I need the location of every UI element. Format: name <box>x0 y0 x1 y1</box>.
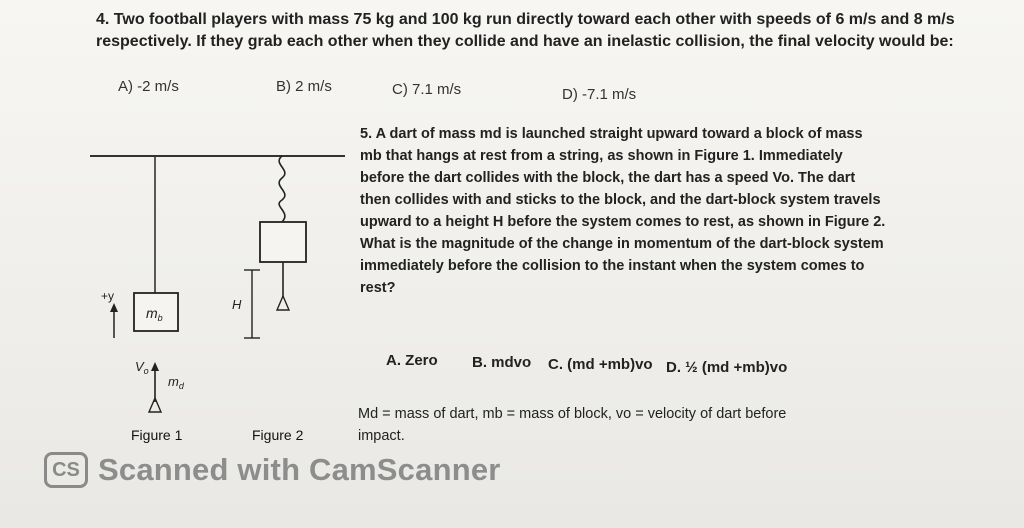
q5-line-6: What is the magnitude of the change in momentum of the dart-block system <box>360 236 884 252</box>
q5-line-5: upward to a height H before the system comes to rest, as shown in Figure 2. <box>360 214 886 230</box>
plus-y-arrowhead <box>110 303 118 312</box>
plus-y-label: +y <box>101 289 115 303</box>
figure1-caption: Figure 1 <box>131 427 183 443</box>
figure2-caption: Figure 2 <box>252 427 304 443</box>
block-mass-label: $m_b$ <box>146 305 163 323</box>
q4-line-1: 4. Two football players with mass 75 kg and 100 kg run directly toward each other with speeds of 6 m/s and 8 m/s <box>96 11 955 28</box>
camscanner-logo-icon: CS <box>44 452 88 488</box>
q5-answer-a: A. Zero <box>386 352 438 369</box>
figure2-dart-fins <box>277 296 289 310</box>
q5-line-8: rest? <box>360 280 396 296</box>
height-label: H <box>232 297 242 312</box>
figure2-block <box>260 222 306 262</box>
q5-line-2: mb that hangs at rest from a string, as shown in Figure 1. Immediately <box>360 148 843 164</box>
q4-option-b: B) 2 m/s <box>276 78 332 95</box>
camscanner-text: Scanned with CamScanner <box>98 452 501 487</box>
figure2-coiled-string <box>279 156 285 222</box>
camscanner-watermark <box>44 452 501 488</box>
q5-answer-b: B. mdvo <box>472 354 532 371</box>
dart-mass-label: $m_d$ <box>168 374 184 391</box>
figure1-dart-tip <box>151 362 159 371</box>
dart-speed-label: $V_o$ <box>135 359 149 376</box>
q5-answer-c: C. (md +mb)vo <box>548 356 653 373</box>
q5-line-7: immediately before the collision to the instant when the system comes to <box>360 258 865 274</box>
q4-option-d: D) -7.1 m/s <box>562 86 637 103</box>
q5-line-3: before the dart collides with the block, the dart has a speed Vo. The dart <box>360 170 856 186</box>
q5-line-1: 5. A dart of mass md is launched straight upward toward a block of mass <box>360 126 863 142</box>
physics-figures <box>0 140 350 470</box>
q4-option-a: A) -2 m/s <box>118 78 179 95</box>
q5-definition-line-1: Md = mass of dart, mb = mass of block, vo = velocity of dart before <box>358 406 787 422</box>
q5-answer-d: D. ½ (md +mb)vo <box>666 359 788 376</box>
q4-line-2: respectively. If they grab each other when they collide and have an inelastic collision, the final velocity would be: <box>96 33 954 50</box>
q5-definition-line-2: impact. <box>358 428 405 444</box>
q5-line-4: then collides with and sticks to the block, and the dart-block system travels <box>360 192 881 208</box>
q4-option-c: C) 7.1 m/s <box>392 81 462 98</box>
